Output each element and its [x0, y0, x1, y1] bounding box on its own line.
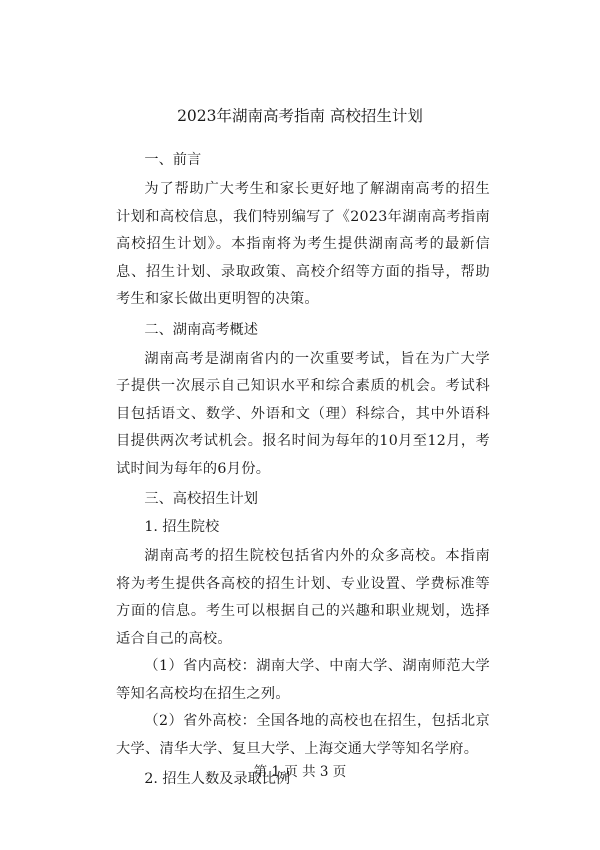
- paragraph-overview: 湖南高考是湖南省内的一次重要考试，旨在为广大学子提供一次展示自己知识水平和综合素质的机会。考试科目包括语文、数学、外语和文（理）科综合，其中外语科目提供两次考试机会。报名时间为每年的10月至12月，考试时间为每年的6月份。: [116, 350, 490, 477]
- document-body: [116, 148, 490, 791]
- subsection-heading-admission: 2. 招生人数及录取比例: [144, 771, 291, 787]
- section-heading-overview: 二、湖南高考概述: [144, 321, 258, 338]
- section-heading-plan: 三、高校招生计划: [144, 491, 258, 507]
- page-number: 第 1 页 共 3 页: [253, 764, 347, 780]
- list-item-out-province: （2）省外高校：全国各地的高校也在招生，包括北京大学、清华大学、复旦大学、上海交通大学等知名学府。: [116, 713, 490, 757]
- subsection-heading-schools: 1. 招生院校: [144, 519, 220, 535]
- document-title: 2023年湖南高考指南 高校招生计划: [177, 107, 423, 125]
- list-item-in-province: （1）省内高校：湖南大学、中南大学、湖南师范大学等知名高校均在招生之列。: [116, 658, 490, 702]
- section-heading-preface: 一、前言: [144, 152, 202, 168]
- paragraph-preface: 为了帮助广大考生和家长更好地了解湖南高考的招生计划和高校信息，我们特别编写了《2023年湖南高考指南 高校招生计划》。本指南将为考生提供湖南高考的最新信息、招生计划、录取政策、高校介绍等方面的指导，帮助考生和家长做出更明智的决策。: [116, 181, 490, 307]
- paragraph-schools: 湖南高考的招生院校包括省内外的众多高校。本指南将为考生提供各高校的招生计划、专业设置、学费标准等方面的信息。考生可以根据自己的兴趣和职业规划，选择适合自己的高校。: [116, 548, 490, 647]
